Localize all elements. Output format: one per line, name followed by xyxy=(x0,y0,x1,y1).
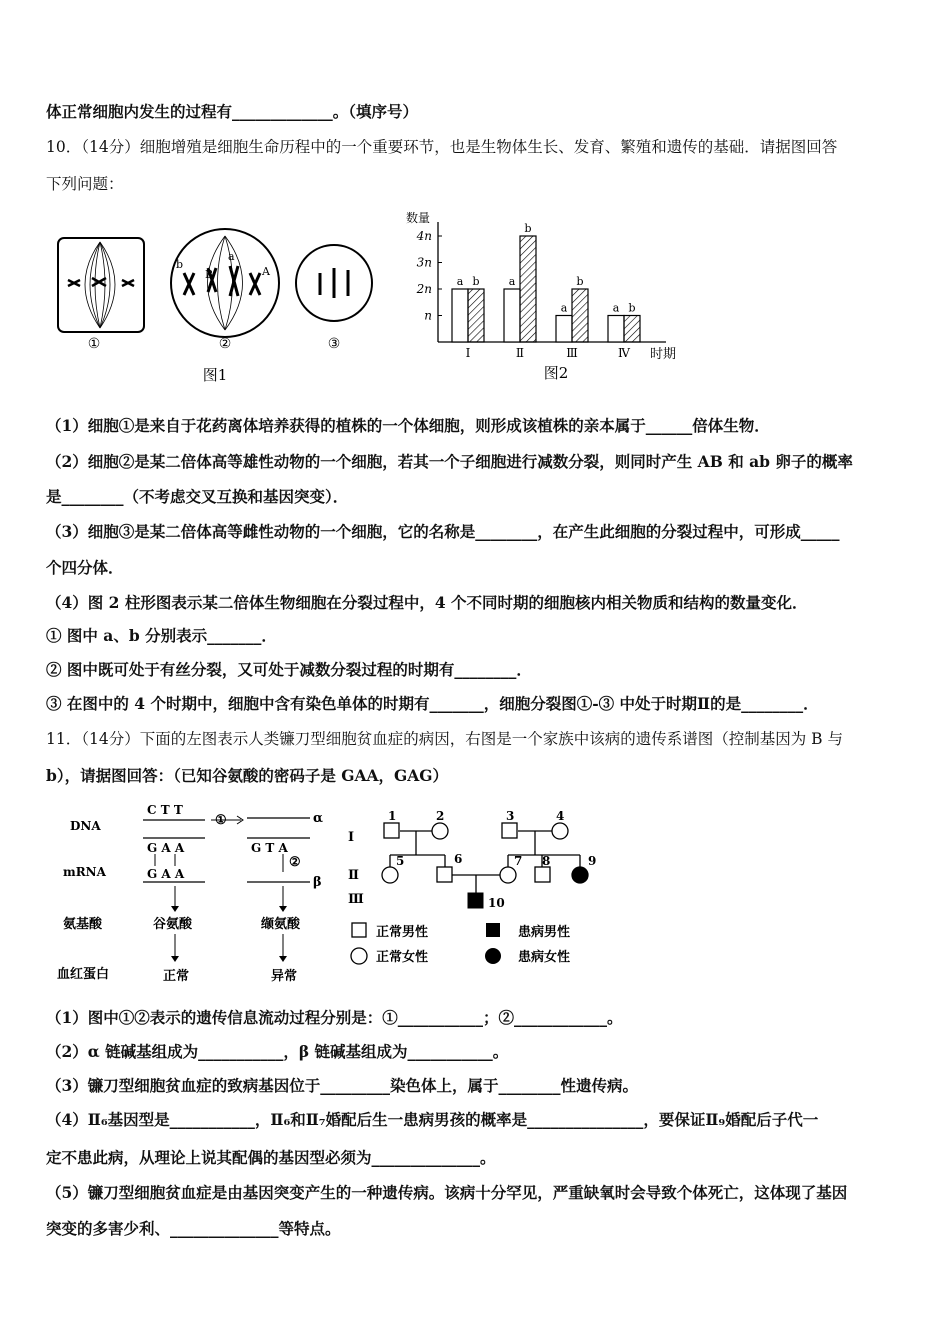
q11-stem-cont: b），请据图回答：（已知谷氨酸的密码子是 GAA，GAG） xyxy=(46,766,449,785)
chromosomes-1 xyxy=(68,278,134,286)
spindle-1 xyxy=(85,242,115,328)
individual-1 xyxy=(384,823,399,838)
amino-acid-normal: 谷氨酸 xyxy=(153,917,193,932)
q10-part1: （1）细胞①是来自于花药离体培养获得的植株的一个体细胞，则形成该植株的亲本属于______倍体生物． xyxy=(46,416,770,435)
alpha-strand-label: α xyxy=(313,811,324,826)
id-1: 1 xyxy=(388,809,397,823)
chart-category-label: Ⅰ xyxy=(465,346,471,360)
individual-4 xyxy=(552,823,568,839)
individual-9 xyxy=(572,867,588,883)
legend-normal-male: 正常男性 xyxy=(376,925,429,940)
id-10: 10 xyxy=(488,896,505,910)
q11-part4: （4）Ⅱ₆基因型是___________，Ⅱ₆和Ⅱ₇婚配后生一患病男孩的概率是_______________，要保证Ⅱ₉婚配后子代一 xyxy=(46,1110,819,1129)
chart-bar-a xyxy=(608,316,624,343)
q11-part3: （3）镰刀型细胞贫血症的致病基因位于_________染色体上，属于________性遗传病。 xyxy=(46,1076,639,1095)
q10-part2-cont: 是________（不考虑交叉互换和基因突变）． xyxy=(46,487,349,506)
q10-part4: （4）图 2 柱形图表示某二倍体生物细胞在分裂过程中，4 个不同时期的细胞核内相关物质和结构的数量变化． xyxy=(46,593,808,612)
q11-part4-cont: 定不患此病，从理论上说其配偶的基因型必须为______________。 xyxy=(46,1148,496,1167)
chart-ylabel: 数量 xyxy=(406,211,431,225)
individual-5 xyxy=(382,867,398,883)
generation-I: Ⅰ xyxy=(348,830,355,845)
chrom-label-a: a xyxy=(228,250,235,263)
chart-y-tick-label: 3n xyxy=(416,255,432,270)
chart-bar-b xyxy=(468,289,484,342)
figure-11-gene-expression xyxy=(55,800,345,990)
chart-y-tick-label: 2n xyxy=(416,282,432,296)
individual-6 xyxy=(437,867,452,882)
dna-bottom-strand: G A A xyxy=(147,841,185,855)
chromosomes-3 xyxy=(320,268,348,298)
id-7: 7 xyxy=(514,854,523,868)
step-1-label: ① xyxy=(215,813,227,828)
chart-y-tick-label: 4n xyxy=(416,229,432,243)
chrom-label-b: b xyxy=(176,258,184,271)
chart-bar-label: b xyxy=(472,275,480,288)
chart-bar-b xyxy=(572,289,588,342)
q11-part1: （1）图中①②表示的遗传信息流动过程分别是：①___________；②____________。 xyxy=(46,1008,623,1027)
q10-part3-cont: 个四分体． xyxy=(46,558,124,577)
chart-bar-a xyxy=(556,316,572,343)
id-3: 3 xyxy=(506,809,515,823)
figure-1-cells xyxy=(50,218,380,388)
legend-affected-male-symbol xyxy=(486,923,500,937)
row-label-dna: DNA xyxy=(70,819,101,833)
id-6: 6 xyxy=(454,852,463,866)
step-2-label: ② xyxy=(289,855,301,870)
hemoglobin-abnormal: 异常 xyxy=(271,969,298,984)
q10-part3: （3）细胞③是某二倍体高等雌性动物的一个细胞，它的名称是________，在产生此细胞的分裂过程中，可形成_____ xyxy=(46,522,840,541)
chart-bar-a xyxy=(504,289,520,342)
chart-title: 图2 xyxy=(543,364,569,382)
individual-7 xyxy=(500,867,516,883)
legend-affected-male: 患病男性 xyxy=(518,925,571,940)
chart-bar-label: a xyxy=(560,301,568,315)
q10-stem: 10．（14分）细胞增殖是细胞生命历程中的一个重要环节，也是生物体生长、发育、繁殖和遗传的基础．请据图回答 xyxy=(46,138,838,156)
hemoglobin-normal: 正常 xyxy=(163,969,190,984)
q11-stem: 11．（14分）下面的左图表示人类镰刀型细胞贫血症的病因，右图是一个家族中该病的遗传系谱图（控制基因为 B 与 xyxy=(46,730,843,748)
chart-category-label: Ⅱ xyxy=(515,346,525,360)
individual-10 xyxy=(468,893,483,908)
q10-part4-2: ② 图中既可处于有丝分裂，又可处于减数分裂过程的时期有________． xyxy=(46,660,532,679)
chromosomes-2 xyxy=(184,266,260,296)
individual-2 xyxy=(432,823,448,839)
individual-8 xyxy=(535,867,550,882)
individual-3 xyxy=(502,823,517,838)
id-2: 2 xyxy=(436,809,445,823)
mrna-left: G A A xyxy=(147,867,185,881)
legend-affected-female-symbol xyxy=(485,948,501,964)
cell-2-label: ② xyxy=(218,336,232,352)
mutant-dna-strand: G T A xyxy=(251,841,288,855)
q11-part5: （5）镰刀型细胞贫血症是由基因突变产生的一种遗传病。该病十分罕见，严重缺氧时会导致个体死亡，这体现了基因 xyxy=(46,1183,848,1202)
cell-1-label: ① xyxy=(87,336,101,352)
chart-bar-b xyxy=(520,236,536,342)
chart-bar-label: a xyxy=(456,275,464,288)
generation-III: Ⅲ xyxy=(348,892,364,907)
chart-category-label: Ⅲ xyxy=(566,346,578,360)
dna-top-strand: C T T xyxy=(147,803,183,817)
chart-bar-label: b xyxy=(628,301,636,315)
legend-normal-female-symbol xyxy=(351,948,367,964)
amino-acid-abnormal: 缬氨酸 xyxy=(261,917,301,932)
legend-normal-female: 正常女性 xyxy=(376,950,429,965)
q10-stem-cont: 下列问题： xyxy=(46,175,124,193)
chart-bar-label: b xyxy=(524,222,532,235)
q10-part4-3: ③ 在图中的 4 个时期中，细胞中含有染色单体的时期有_______，细胞分裂图①-③ 中处于时期Ⅱ的是________． xyxy=(46,694,819,713)
id-9: 9 xyxy=(588,854,597,868)
id-5: 5 xyxy=(396,854,405,868)
figure-1-caption: 图1 xyxy=(202,366,228,384)
chrom-label-A: A xyxy=(262,265,270,278)
beta-strand-label: β xyxy=(313,875,322,890)
chart-bar-a xyxy=(452,289,468,342)
row-label-hemoglobin: 血红蛋白 xyxy=(57,967,110,982)
chrom-label-B: B xyxy=(205,268,214,281)
q10-part4-1: ① 图中 a、b 分别表示_______． xyxy=(46,626,277,645)
id-8: 8 xyxy=(542,854,551,868)
figure-11-pedigree xyxy=(340,805,610,970)
legend-affected-female: 患病女性 xyxy=(518,950,571,965)
chart-category-label: Ⅳ xyxy=(618,346,630,360)
chart-xlabel: 时期 xyxy=(650,347,677,362)
chart-bar-label: a xyxy=(612,301,620,315)
row-label-mrna: mRNA xyxy=(63,865,106,879)
chart-bar-label: b xyxy=(576,275,584,288)
chart-y-tick-label: n xyxy=(424,308,432,323)
generation-II: Ⅱ xyxy=(348,868,359,883)
figure-2-chart xyxy=(398,208,698,388)
legend-normal-male-symbol xyxy=(352,923,366,937)
id-4: 4 xyxy=(556,809,565,823)
q11-part2: （2）α 链碱基组成为___________，β 链碱基组成为___________。 xyxy=(46,1042,509,1061)
q10-part2: （2）细胞②是某二倍体高等雄性动物的一个细胞，若其一个子细胞进行减数分裂，则同时产生 AB 和 ab 卵子的概率 xyxy=(46,452,853,471)
q11-part5-cont: 突变的多害少利、______________等特点。 xyxy=(46,1219,341,1238)
text-line: 体正常细胞内发生的过程有_____________。（填序号） xyxy=(46,102,419,121)
chart-bar-label: a xyxy=(508,275,516,288)
cell-3-label: ③ xyxy=(327,336,341,352)
chart-bar-b xyxy=(624,316,640,343)
row-label-amino-acid: 氨基酸 xyxy=(63,917,103,932)
